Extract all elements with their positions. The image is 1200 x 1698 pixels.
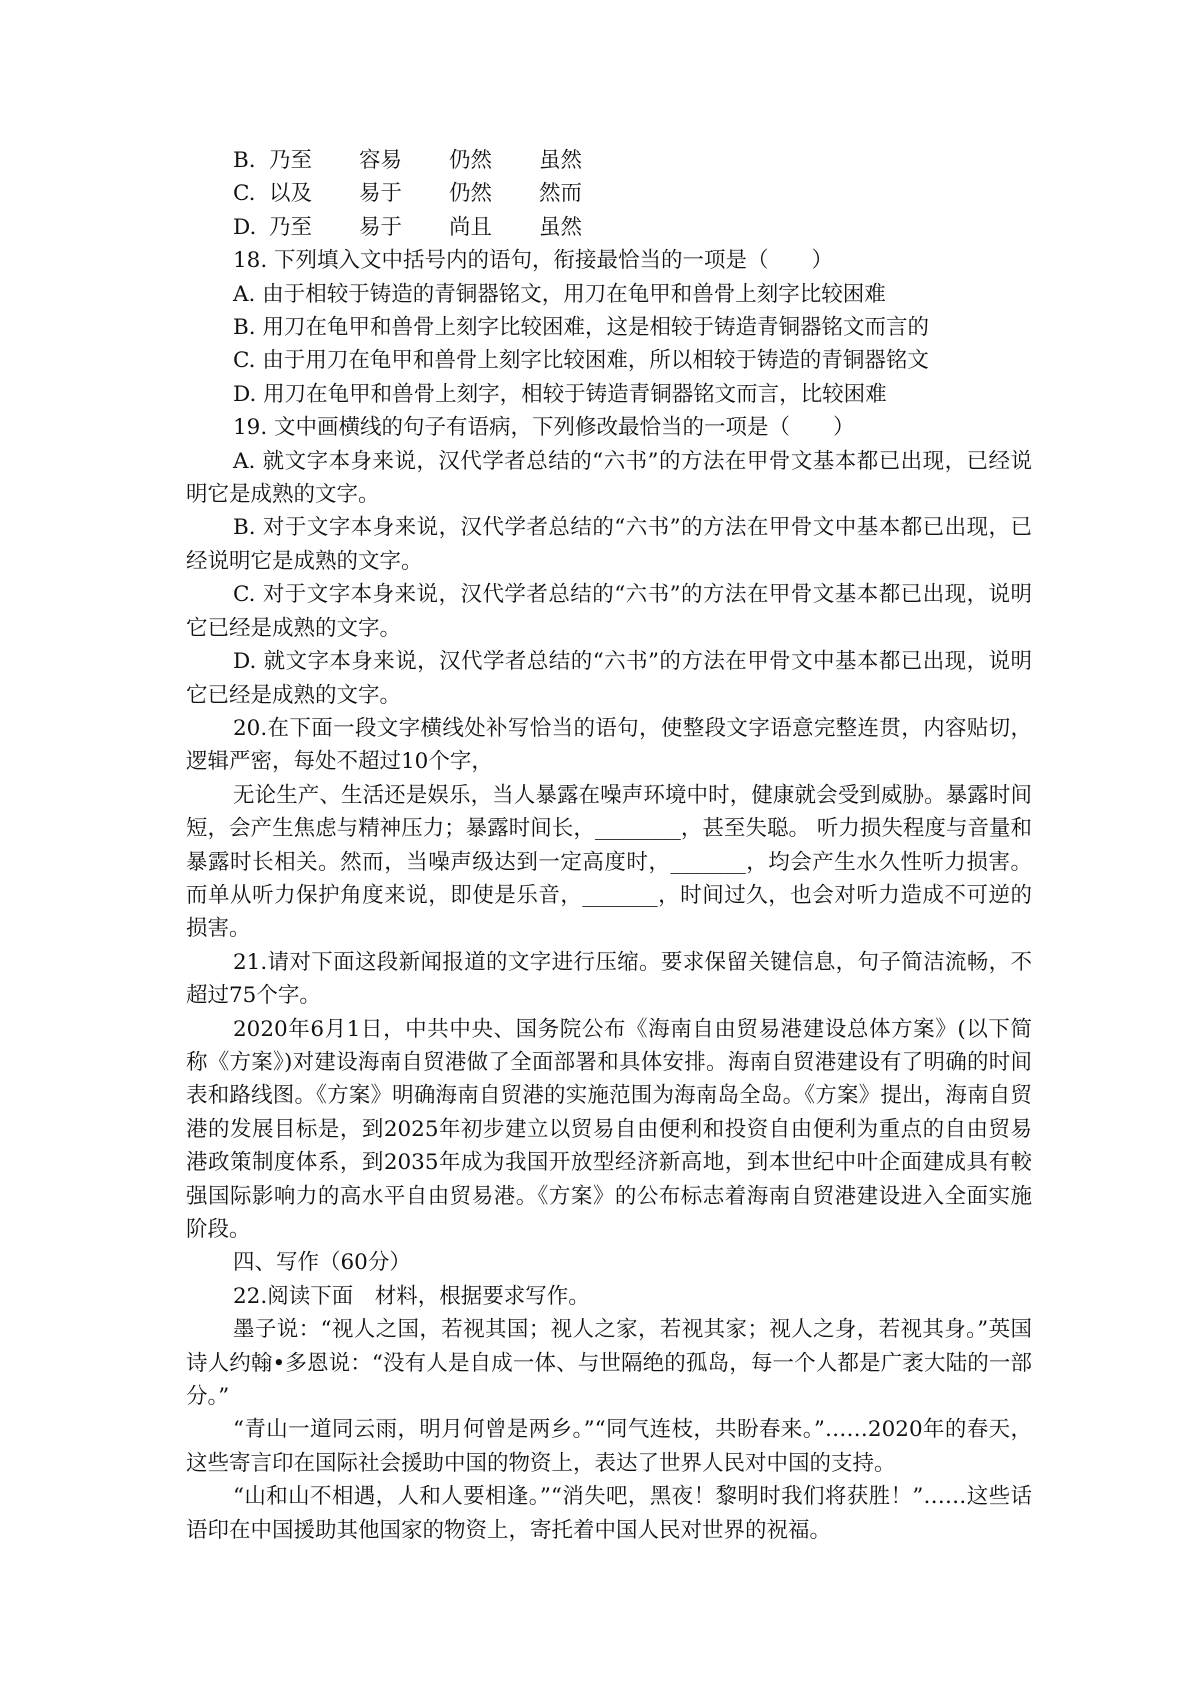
- option-word: 虽然: [539, 214, 583, 240]
- q17-option-d: [186, 211, 1032, 244]
- q20-passage: 无论生产、生活还是娱乐，当人暴露在噪声环境中时，健康就会受到威胁。暴露时间短，会产生焦虑与精神压力；暴露时间长，________，甚至失聪。 听力损失程度与音量和暴露时长相关。然而，当噪声级达到一定高度时，_______，均会产生水久性听力损害。而单从听力保护角度来说，即使是乐音，_______，时间过久，也会对听力造成不可逆的损害。: [186, 782, 1032, 942]
- material-paragraph: “山和山不相遇，人和人要相逢。”“消失吧，黑夜！黎明时我们将获胜！”……这些话语印在中国援助其他国家的物资上，寄托着中国人民对世界的祝福。: [186, 1484, 1032, 1543]
- option-letter: D.: [233, 214, 257, 240]
- q19-option-c: C. 对于文字本身来说，汉代学者总结的“六书”的方法在甲骨文基本都已出现，说明它已经是成熟的文字。: [186, 582, 1032, 641]
- q18-option-c: C. 由于用刀在龟甲和兽骨上刻字比较困难，所以相较于铸造的青铜器铭文: [233, 348, 929, 374]
- q19-option-a: A. 就文字本身来说，汉代学者总结的“六书”的方法在甲骨文基本都已出现，已经说明它是成熟的文字。: [186, 448, 1032, 508]
- q19-option-b: B. 对于文字本身来说，汉代学者总结的“六书”的方法在甲骨文中基本都已出现，已经说明它是成熟的文字。: [186, 515, 1032, 574]
- q17-option-c: [186, 177, 1032, 210]
- q18-stem: 18. 下列填入文中括号内的语句，衔接最恰当的一项是（ ）: [233, 248, 834, 274]
- q18-option-b: B. 用刀在龟甲和兽骨上刻字比较困难，这是相较于铸造青铜器铭文而言的: [233, 315, 929, 341]
- material-paragraph: 墨子说：“视人之国，若视其国；视人之家，若视其家；视人之身，若视其身。”英国诗人约翰•多恩说：“没有人是自成一体、与世隔绝的孤岛，每一个人都是广袤大陆的一部分。”: [186, 1317, 1032, 1410]
- option-word: 容易: [359, 148, 403, 173]
- option-word: 以及: [269, 181, 313, 207]
- option-letter: B.: [233, 148, 256, 173]
- q19-stem: 19. 文中画横线的句子有语病，下列修改最恰当的一项是（ ）: [233, 415, 855, 441]
- option-word: 虽然: [539, 148, 583, 173]
- exam-content: [186, 144, 1032, 1547]
- q18-option-a: A. 由于相较于铸造的青铜器铭文，用刀在龟甲和兽骨上刻字比较困难: [233, 281, 886, 307]
- q21-stem: 21.请对下面这段新闻报道的文字进行压缩。要求保留关键信息，句子简洁流畅，不超过75个字。: [186, 949, 1032, 1009]
- q21-passage: 2020年6月1日，中共中央、国务院公布《海南自由贸易港建设总体方案》(以下简称《方案》)对建设海南自贸港做了全面部署和具体安排。海南自贸港建设有了明确的时间表和路线图。《方案》明确海南自贸港的实施范围为海南岛全岛。《方案》提出，海南自贸港的发展目标是，到2025年初步建立以贸易自由便利和投资自由便利为重点的自由贸易港政策制度体系，到2035年成为我国开放型经济新高地，到本世纪中叶企面建成具有較强国际影响力的高水平自由贸易港。《方案》的公布标志着海南自贸港建设进入全面实施阶段。: [186, 1016, 1032, 1242]
- material-paragraph: “青山一道同云雨，明月何曾是两乡。”“同气连枝，共盼春来。”……2020年的春天，这些寄言印在国际社会援助中国的物资上，表达了世界人民对中国的支持。: [186, 1417, 1032, 1476]
- q18-option-d: D. 用刀在龟甲和兽骨上刻字，相较于铸造青铜器铭文而言，比较困难: [233, 381, 887, 407]
- option-word: 易于: [359, 214, 403, 240]
- option-word: 尚且: [449, 214, 493, 240]
- option-word: 然而: [539, 181, 583, 207]
- option-word: 易于: [359, 181, 403, 207]
- option-letter: C.: [233, 181, 256, 207]
- q20-stem: 20.在下面一段文字横线处补写恰当的语句，使整段文字语意完整连贯，内容贴切，逻辑严密，每处不超过10个字，: [186, 715, 1032, 775]
- q17-option-b: [186, 144, 1032, 177]
- option-word: 乃至: [269, 148, 313, 173]
- option-word: 仍然: [449, 148, 493, 173]
- q19-option-d: D. 就文字本身来说，汉代学者总结的“六书”的方法在甲骨文中基本都已出现，说明它已经是成熟的文字。: [186, 649, 1032, 708]
- q22-stem: 22.阅读下面 材料，根据要求写作。: [233, 1283, 590, 1309]
- section-title: 四、写作（60分）: [233, 1250, 411, 1276]
- option-word: 乃至: [269, 214, 313, 240]
- option-word: 仍然: [449, 181, 493, 207]
